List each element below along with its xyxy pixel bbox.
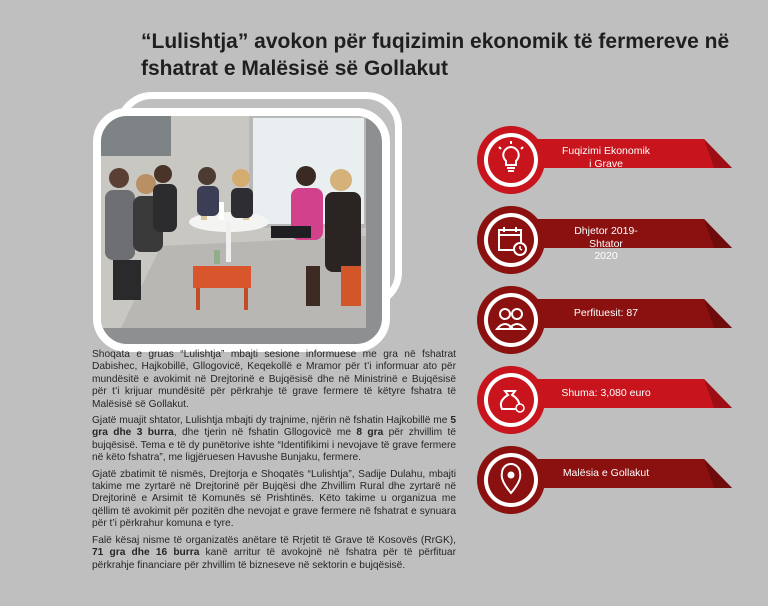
info-label-beneficiaries: Perfituesit: 87 [573,307,639,319]
info-item-beneficiaries [468,283,740,357]
money-bag-icon [474,363,548,437]
info-item-location [468,443,740,517]
article-body [92,349,456,576]
people-icon [474,283,548,357]
info-label-amount: Shuma: 3,080 euro [561,387,651,399]
info-item-amount [468,363,740,437]
info-label-focus: Fuqizimi Ekonomik i Grave [561,145,651,170]
paragraph-1: Shoqata e gruas “Lulishtja” mbajti sesione informuese me gra në fshatrat Dabishec, Hajkobillë, Gllogovicë, Keqekollë e Mramor për t’i informuar ato për mundësitë e avokimit në Drejtorinë e Bujqësisë dhe në Ministrinë e Bujqësisë për t’i krijuar mundësitë për përkrahje të grave fermere të këtyre fshatra të Malësisë së Gollakut. [92,349,456,410]
paragraph-2: Gjatë muajit shtator, Lulishtja mbajti dy trajnime, njërin në fshatin Hajkobillë me 5 gra dhe 3 burra, dhe tjerin në fshatin Gllogovicë me 8 gra për zhvillim të bujqësisë. Tema e të dy punëtorive ishte “Identifikimi i nevojave të grave fermere në këto fshatra”, me ligjëruesen Havushe Bunjaku, fermere. [92,415,456,464]
info-item-period [468,203,740,277]
meeting-photo [101,116,366,328]
paragraph-4: Falë kësaj nisme të organizatës anëtare të Rrjetit të Grave të Kosovës (RrGK), 71 gra dhe 16 burra kanë arritur të avokojnë në fshatra për të përfituar përkrahje financiare për zhvillim të bizneseve në sektorin e bujqësisë. [92,534,456,571]
info-label-period: Dhjetor 2019-Shtator 2020 [574,225,638,262]
paragraph-3: Gjatë zbatimit të nismës, Drejtorja e Shoqatës “Lulishtja”, Sadije Dulahu, mbajti takime me zyrtarë në Drejtorinë për Bujqësi dhe Zhvillim Rural dhe zyrtarë në Drejtorinë e Arsimit të Komunës së Prishtinës. Këto takime u organizua me qëllim të avokimit për pozitën dhe nevojat e grave fermere në fshatrat e synuara për t’i përkrahur komuna e tyre. [92,468,456,530]
info-label-location: Malësia e Gollakut [562,467,650,479]
calendar-clock-icon [474,203,548,277]
info-item-focus [468,123,740,197]
photo-frame [93,108,390,352]
location-pin-icon [474,443,548,517]
lightbulb-icon [474,123,548,197]
page-title: “Lulishtja” avokon për fuqizimin ekonomik të fermereve në fshatrat e Malësisë së Gollakut [141,30,730,80]
